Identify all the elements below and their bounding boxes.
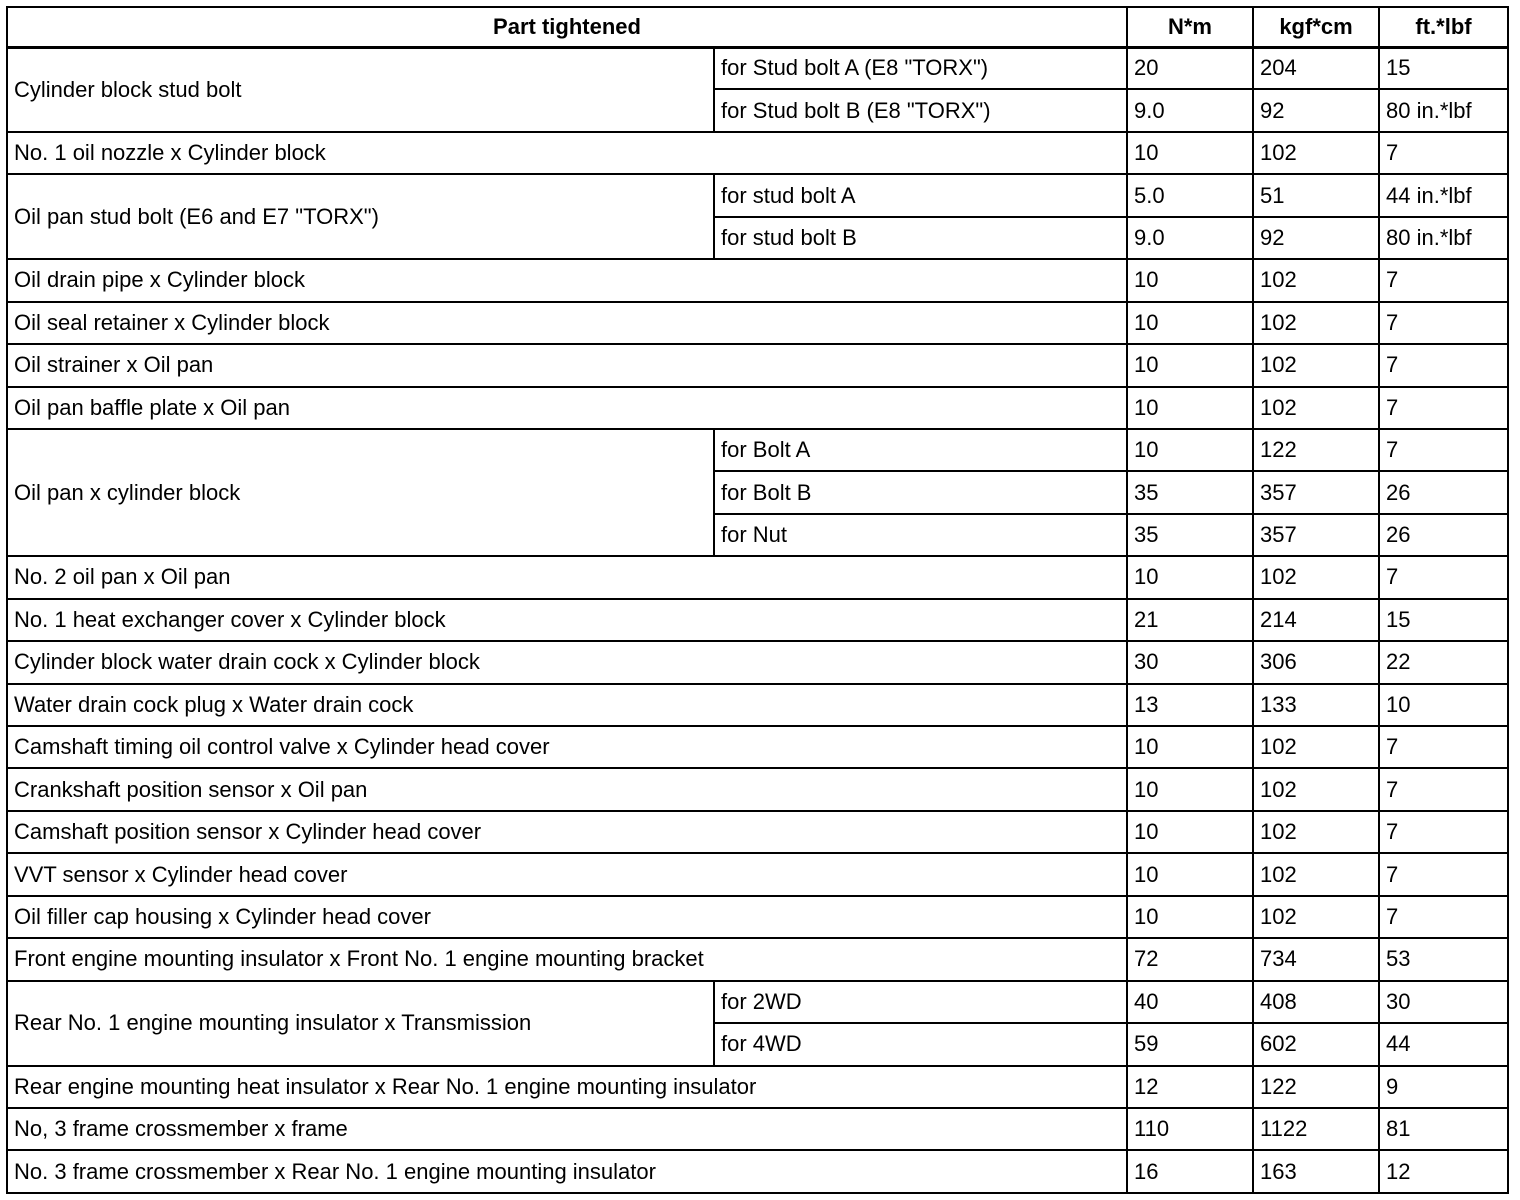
sub-part-cell: for stud bolt A bbox=[714, 174, 1127, 216]
part-cell: VVT sensor x Cylinder head cover bbox=[7, 853, 1127, 895]
ftlbf-cell: 80 in.*lbf bbox=[1379, 89, 1508, 131]
nm-cell: 9.0 bbox=[1127, 89, 1253, 131]
nm-cell: 35 bbox=[1127, 514, 1253, 556]
sub-part-cell: for stud bolt B bbox=[714, 217, 1127, 259]
part-cell: Oil strainer x Oil pan bbox=[7, 344, 1127, 386]
kgfcm-cell: 102 bbox=[1253, 768, 1379, 810]
nm-cell: 30 bbox=[1127, 641, 1253, 683]
part-cell: Crankshaft position sensor x Oil pan bbox=[7, 768, 1127, 810]
table-row bbox=[7, 429, 1508, 471]
ftlbf-cell: 10 bbox=[1379, 684, 1508, 726]
table-row bbox=[7, 726, 1508, 768]
table-row bbox=[7, 47, 1508, 89]
ftlbf-cell: 7 bbox=[1379, 853, 1508, 895]
table-row bbox=[7, 1066, 1508, 1108]
header-nm: N*m bbox=[1127, 7, 1253, 47]
kgfcm-cell: 102 bbox=[1253, 344, 1379, 386]
nm-cell: 16 bbox=[1127, 1150, 1253, 1193]
sub-part-cell: for Bolt A bbox=[714, 429, 1127, 471]
nm-cell: 72 bbox=[1127, 938, 1253, 980]
ftlbf-cell: 26 bbox=[1379, 514, 1508, 556]
nm-cell: 40 bbox=[1127, 981, 1253, 1023]
table-row bbox=[7, 641, 1508, 683]
header-row bbox=[7, 7, 1508, 47]
kgfcm-cell: 102 bbox=[1253, 811, 1379, 853]
kgfcm-cell: 133 bbox=[1253, 684, 1379, 726]
sub-part-cell: for 2WD bbox=[714, 981, 1127, 1023]
table-row bbox=[7, 811, 1508, 853]
part-cell: Oil pan baffle plate x Oil pan bbox=[7, 387, 1127, 429]
ftlbf-cell: 7 bbox=[1379, 811, 1508, 853]
part-cell: Camshaft position sensor x Cylinder head cover bbox=[7, 811, 1127, 853]
ftlbf-cell: 44 bbox=[1379, 1023, 1508, 1065]
nm-cell: 10 bbox=[1127, 768, 1253, 810]
ftlbf-cell: 15 bbox=[1379, 599, 1508, 641]
part-cell: No. 1 heat exchanger cover x Cylinder block bbox=[7, 599, 1127, 641]
nm-cell: 110 bbox=[1127, 1108, 1253, 1150]
table-row bbox=[7, 1150, 1508, 1193]
ftlbf-cell: 22 bbox=[1379, 641, 1508, 683]
nm-cell: 9.0 bbox=[1127, 217, 1253, 259]
table-row bbox=[7, 132, 1508, 174]
ftlbf-cell: 7 bbox=[1379, 132, 1508, 174]
kgfcm-cell: 102 bbox=[1253, 726, 1379, 768]
part-cell: Water drain cock plug x Water drain cock bbox=[7, 684, 1127, 726]
header-ftlbf: ft.*lbf bbox=[1379, 7, 1508, 47]
ftlbf-cell: 81 bbox=[1379, 1108, 1508, 1150]
nm-cell: 10 bbox=[1127, 387, 1253, 429]
kgfcm-cell: 357 bbox=[1253, 471, 1379, 513]
nm-cell: 10 bbox=[1127, 344, 1253, 386]
ftlbf-cell: 9 bbox=[1379, 1066, 1508, 1108]
part-cell: Oil drain pipe x Cylinder block bbox=[7, 259, 1127, 301]
sub-part-cell: for Stud bolt B (E8 "TORX") bbox=[714, 89, 1127, 131]
nm-cell: 10 bbox=[1127, 853, 1253, 895]
ftlbf-cell: 7 bbox=[1379, 896, 1508, 938]
table-row bbox=[7, 259, 1508, 301]
kgfcm-cell: 408 bbox=[1253, 981, 1379, 1023]
kgfcm-cell: 102 bbox=[1253, 896, 1379, 938]
kgfcm-cell: 122 bbox=[1253, 429, 1379, 471]
kgfcm-cell: 102 bbox=[1253, 556, 1379, 598]
kgfcm-cell: 102 bbox=[1253, 132, 1379, 174]
ftlbf-cell: 7 bbox=[1379, 302, 1508, 344]
part-cell: No. 1 oil nozzle x Cylinder block bbox=[7, 132, 1127, 174]
nm-cell: 10 bbox=[1127, 896, 1253, 938]
ftlbf-cell: 7 bbox=[1379, 768, 1508, 810]
part-cell: No. 2 oil pan x Oil pan bbox=[7, 556, 1127, 598]
ftlbf-cell: 12 bbox=[1379, 1150, 1508, 1193]
ftlbf-cell: 26 bbox=[1379, 471, 1508, 513]
ftlbf-cell: 44 in.*lbf bbox=[1379, 174, 1508, 216]
kgfcm-cell: 357 bbox=[1253, 514, 1379, 556]
table-row bbox=[7, 1108, 1508, 1150]
ftlbf-cell: 7 bbox=[1379, 429, 1508, 471]
part-cell: No. 3 frame crossmember x Rear No. 1 engine mounting insulator bbox=[7, 1150, 1127, 1193]
ftlbf-cell: 53 bbox=[1379, 938, 1508, 980]
part-cell: No, 3 frame crossmember x frame bbox=[7, 1108, 1127, 1150]
ftlbf-cell: 15 bbox=[1379, 47, 1508, 89]
kgfcm-cell: 102 bbox=[1253, 259, 1379, 301]
table-row bbox=[7, 302, 1508, 344]
table-row bbox=[7, 344, 1508, 386]
table-row bbox=[7, 981, 1508, 1023]
nm-cell: 10 bbox=[1127, 132, 1253, 174]
nm-cell: 13 bbox=[1127, 684, 1253, 726]
nm-cell: 5.0 bbox=[1127, 174, 1253, 216]
sub-part-cell: for Nut bbox=[714, 514, 1127, 556]
kgfcm-cell: 92 bbox=[1253, 89, 1379, 131]
part-cell: Rear No. 1 engine mounting insulator x Transmission bbox=[7, 981, 714, 1066]
ftlbf-cell: 80 in.*lbf bbox=[1379, 217, 1508, 259]
nm-cell: 10 bbox=[1127, 302, 1253, 344]
ftlbf-cell: 7 bbox=[1379, 726, 1508, 768]
nm-cell: 10 bbox=[1127, 556, 1253, 598]
nm-cell: 59 bbox=[1127, 1023, 1253, 1065]
kgfcm-cell: 102 bbox=[1253, 853, 1379, 895]
kgfcm-cell: 122 bbox=[1253, 1066, 1379, 1108]
table-row bbox=[7, 853, 1508, 895]
kgfcm-cell: 1122 bbox=[1253, 1108, 1379, 1150]
kgfcm-cell: 102 bbox=[1253, 302, 1379, 344]
nm-cell: 35 bbox=[1127, 471, 1253, 513]
part-cell: Oil filler cap housing x Cylinder head cover bbox=[7, 896, 1127, 938]
kgfcm-cell: 204 bbox=[1253, 47, 1379, 89]
sub-part-cell: for Stud bolt A (E8 "TORX") bbox=[714, 47, 1127, 89]
part-cell: Oil seal retainer x Cylinder block bbox=[7, 302, 1127, 344]
part-cell: Cylinder block stud bolt bbox=[7, 47, 714, 132]
ftlbf-cell: 30 bbox=[1379, 981, 1508, 1023]
sub-part-cell: for 4WD bbox=[714, 1023, 1127, 1065]
table-row bbox=[7, 938, 1508, 980]
table-row bbox=[7, 896, 1508, 938]
ftlbf-cell: 7 bbox=[1379, 556, 1508, 598]
nm-cell: 12 bbox=[1127, 1066, 1253, 1108]
table-row bbox=[7, 387, 1508, 429]
kgfcm-cell: 214 bbox=[1253, 599, 1379, 641]
table-row bbox=[7, 684, 1508, 726]
nm-cell: 20 bbox=[1127, 47, 1253, 89]
part-cell: Front engine mounting insulator x Front No. 1 engine mounting bracket bbox=[7, 938, 1127, 980]
kgfcm-cell: 51 bbox=[1253, 174, 1379, 216]
part-cell: Oil pan stud bolt (E6 and E7 "TORX") bbox=[7, 174, 714, 259]
ftlbf-cell: 7 bbox=[1379, 344, 1508, 386]
table-row bbox=[7, 599, 1508, 641]
nm-cell: 21 bbox=[1127, 599, 1253, 641]
header-part-tightened: Part tightened bbox=[7, 7, 1127, 47]
part-cell: Oil pan x cylinder block bbox=[7, 429, 714, 556]
ftlbf-cell: 7 bbox=[1379, 387, 1508, 429]
kgfcm-cell: 602 bbox=[1253, 1023, 1379, 1065]
nm-cell: 10 bbox=[1127, 726, 1253, 768]
sub-part-cell: for Bolt B bbox=[714, 471, 1127, 513]
ftlbf-cell: 7 bbox=[1379, 259, 1508, 301]
nm-cell: 10 bbox=[1127, 811, 1253, 853]
kgfcm-cell: 102 bbox=[1253, 387, 1379, 429]
header-kgfcm: kgf*cm bbox=[1253, 7, 1379, 47]
part-cell: Rear engine mounting heat insulator x Rear No. 1 engine mounting insulator bbox=[7, 1066, 1127, 1108]
table-row bbox=[7, 556, 1508, 598]
part-cell: Camshaft timing oil control valve x Cylinder head cover bbox=[7, 726, 1127, 768]
kgfcm-cell: 306 bbox=[1253, 641, 1379, 683]
torque-spec-table bbox=[6, 6, 1509, 1194]
table-row bbox=[7, 174, 1508, 216]
part-cell: Cylinder block water drain cock x Cylinder block bbox=[7, 641, 1127, 683]
kgfcm-cell: 734 bbox=[1253, 938, 1379, 980]
table-row bbox=[7, 768, 1508, 810]
nm-cell: 10 bbox=[1127, 429, 1253, 471]
kgfcm-cell: 163 bbox=[1253, 1150, 1379, 1193]
nm-cell: 10 bbox=[1127, 259, 1253, 301]
kgfcm-cell: 92 bbox=[1253, 217, 1379, 259]
